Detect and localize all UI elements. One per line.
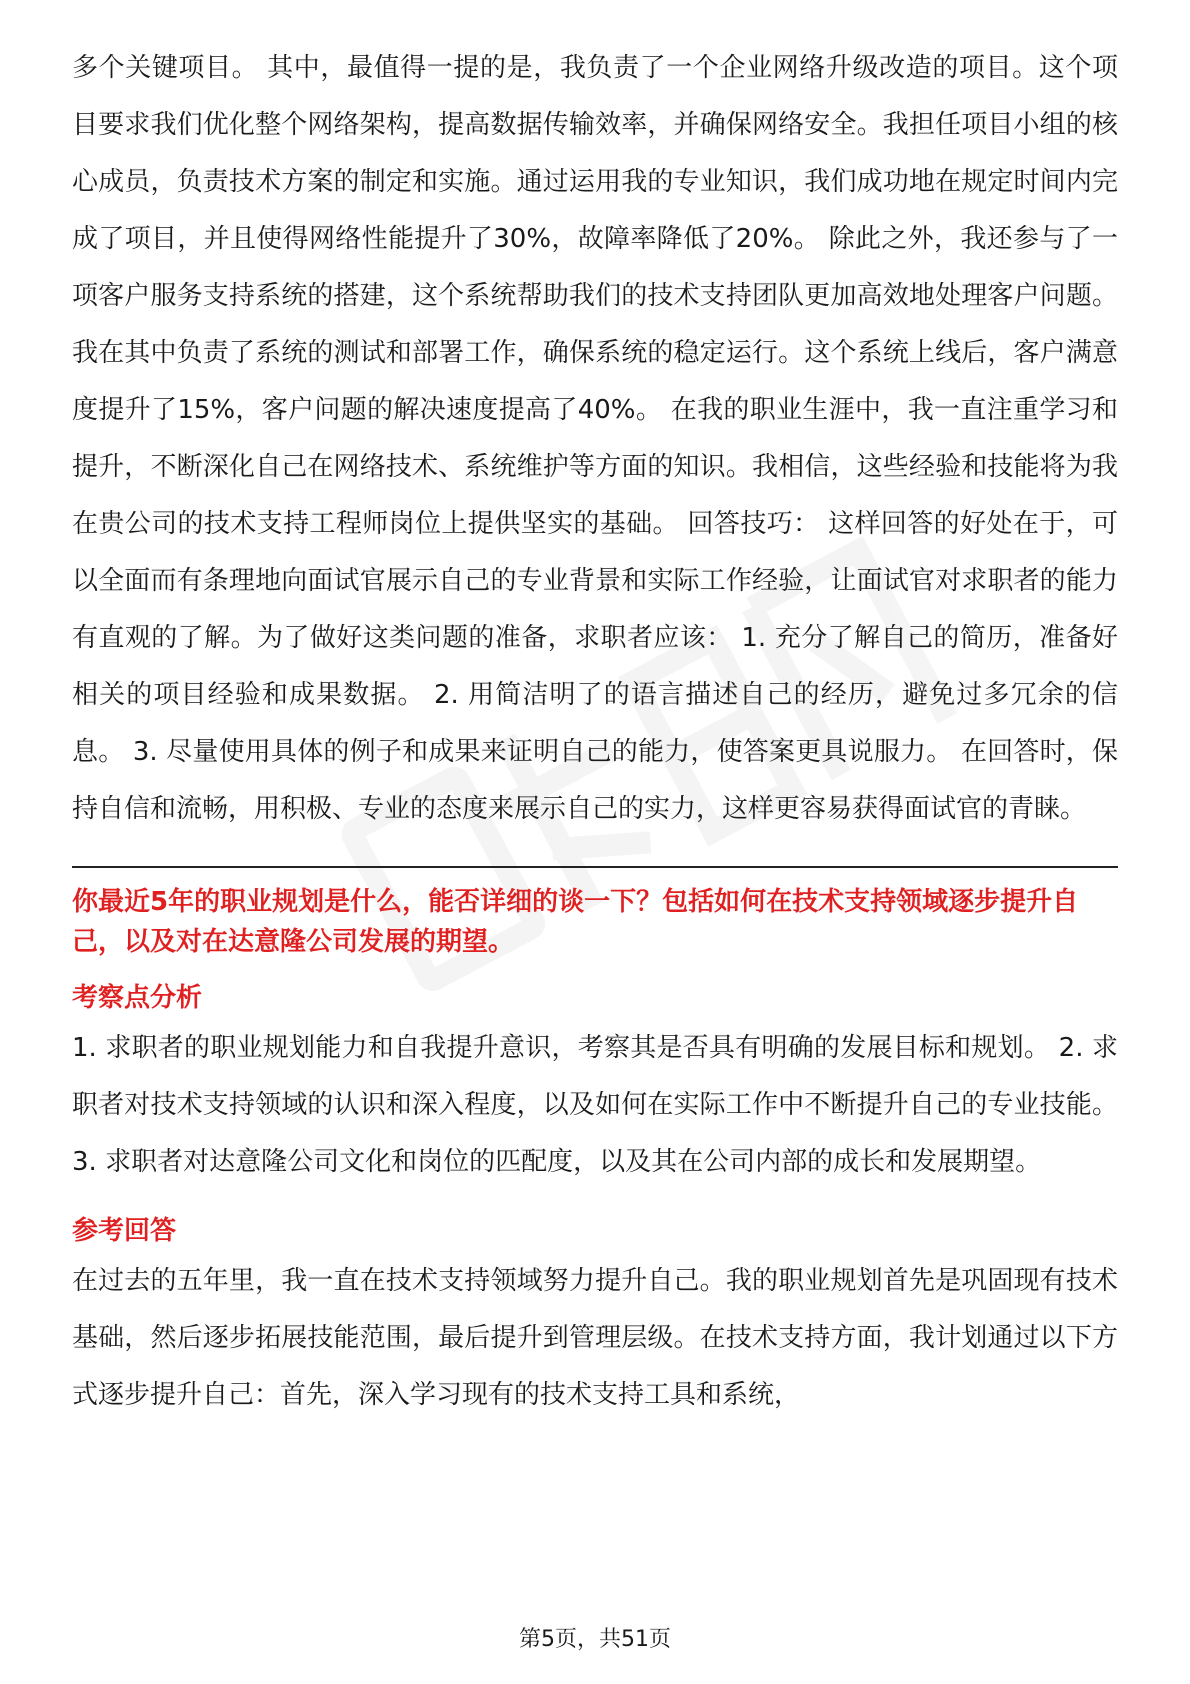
reference-answer-heading: 参考回答: [72, 1216, 177, 1246]
analysis-heading: 考察点分析: [72, 983, 203, 1013]
intro-paragraph: 多个关键项目。 其中，最值得一提的是，我负责了一个企业网络升级改造的项目。这个项目要求我们优化整个网络架构，提高数据传输效率，并确保网络安全。我担任项目小组的核心成员，负责技术方案的制定和实施。通过运用我的专业知识，我们成功地在规定时间内完成了项目，并且使得网络性能提升了30%，故障率降低了20%。 除此之外，我还参与了一项客户服务支持系统的搭建，这个系统帮助我们的技术支持团队更加高效地处理客户问题。我在其中负责了系统的测试和部署工作，确保系统的稳定运行。这个系统上线后，客户满意度提升了15%，客户问题的解决速度提高了40%。 在我的职业生涯中，我一直注重学习和提升，不断深化自己在网络技术、系统维护等方面的知识。我相信，这些经验和技能将为我在贵公司的技术支持工程师岗位上提供坚实的基础。 回答技巧： 这样回答的好处在于，可以全面而有条理地向面试官展示自己的专业背景和实际工作经验，让面试官对求职者的能力有直观的了解。为了做好这类问题的准备，求职者应该： 1. 充分了解自己的简历，准备好相关的项目经验和成果数据。 2. 用简洁明了的语言描述自己的经历，避免过多冗余的信息。 3. 尽量使用具体的例子和成果来证明自己的能力，使答案更具说服力。 在回答时，保持自信和流畅，用积极、专业的态度来展示自己的实力，这样更容易获得面试官的青睐。: [72, 53, 1119, 824]
page-indicator: 第5页，共51页: [519, 1627, 671, 1652]
analysis-paragraph: 1. 求职者的职业规划能力和自我提升意识，考察其是否具有明确的发展目标和规划。 2. 求职者对技术支持领域的认识和深入程度，以及如何在实际工作中不断提升自己的专业技能。 3. 求职者对达意隆公司文化和岗位的匹配度，以及其在公司内部的成长和发展期望。: [72, 1033, 1118, 1177]
interview-question: 你最近5年的职业规划是什么，能否详细的谈一下？包括如何在技术支持领域逐步提升自己，以及对在达意隆公司发展的期望。: [72, 887, 1079, 957]
reference-answer-paragraph: 在过去的五年里，我一直在技术支持领域努力提升自己。我的职业规划首先是巩固现有技术基础，然后逐步拓展技能范围，最后提升到管理层级。在技术支持方面，我计划通过以下方式逐步提升自己：首先，深入学习现有的技术支持工具和系统，: [72, 1266, 1118, 1410]
section-divider: [72, 866, 1118, 868]
document-body: [72, 40, 1118, 1424]
